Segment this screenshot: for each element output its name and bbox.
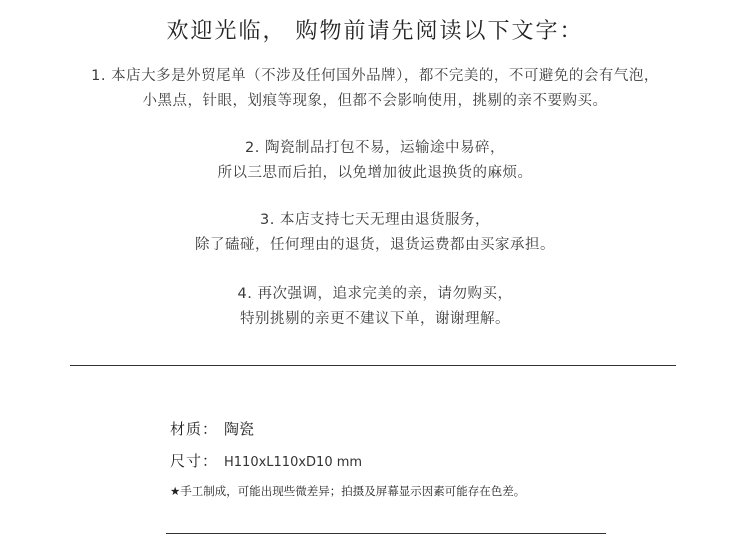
notice-item-4: [0, 282, 750, 332]
color-disclaimer: ★手工制成，可能出现些微差异；拍摄及屏幕显示因素可能存在色差。: [170, 484, 526, 498]
notice-line: 2. 陶瓷制品打包不易，运输途中易碎，: [245, 140, 505, 156]
notice-line: 除了磕碰，任何理由的退货，退货运费都由买家承担。: [195, 237, 555, 253]
notice-line: 特别挑剔的亲更不建议下单，谢谢理解。: [240, 311, 510, 327]
notice-line: 小黑点，针眼，划痕等现象，但都不会影响使用，挑剔的亲不要购买。: [142, 93, 608, 109]
spec-size-label: 尺寸：: [170, 452, 219, 470]
notice-item-1: [0, 64, 750, 114]
spec-size: [170, 450, 362, 471]
notice-line: 3. 本店支持七天无理由退货服务，: [260, 212, 490, 228]
page-title: 欢迎光临， 购物前请先阅读以下文字：: [166, 19, 584, 44]
notice-line: 所以三思而后拍，以免增加彼此退换货的麻烦。: [217, 165, 533, 181]
section-divider-top: [70, 365, 676, 366]
spec-material-value: 陶瓷: [224, 420, 255, 438]
notice-line: 4. 再次强调，追求完美的亲，请勿购买，: [237, 286, 513, 302]
spec-material: [170, 418, 254, 439]
notice-item-3: [0, 208, 750, 258]
notice-item-2: [0, 136, 750, 186]
section-divider-bottom: [166, 533, 606, 534]
spec-material-label: 材质：: [170, 420, 219, 438]
spec-size-value: H110xL110xD10 mm: [224, 455, 363, 470]
notice-line: 1. 本店大多是外贸尾单（不涉及任何国外品牌），都不完美的，不可避免的会有气泡，: [91, 68, 659, 84]
